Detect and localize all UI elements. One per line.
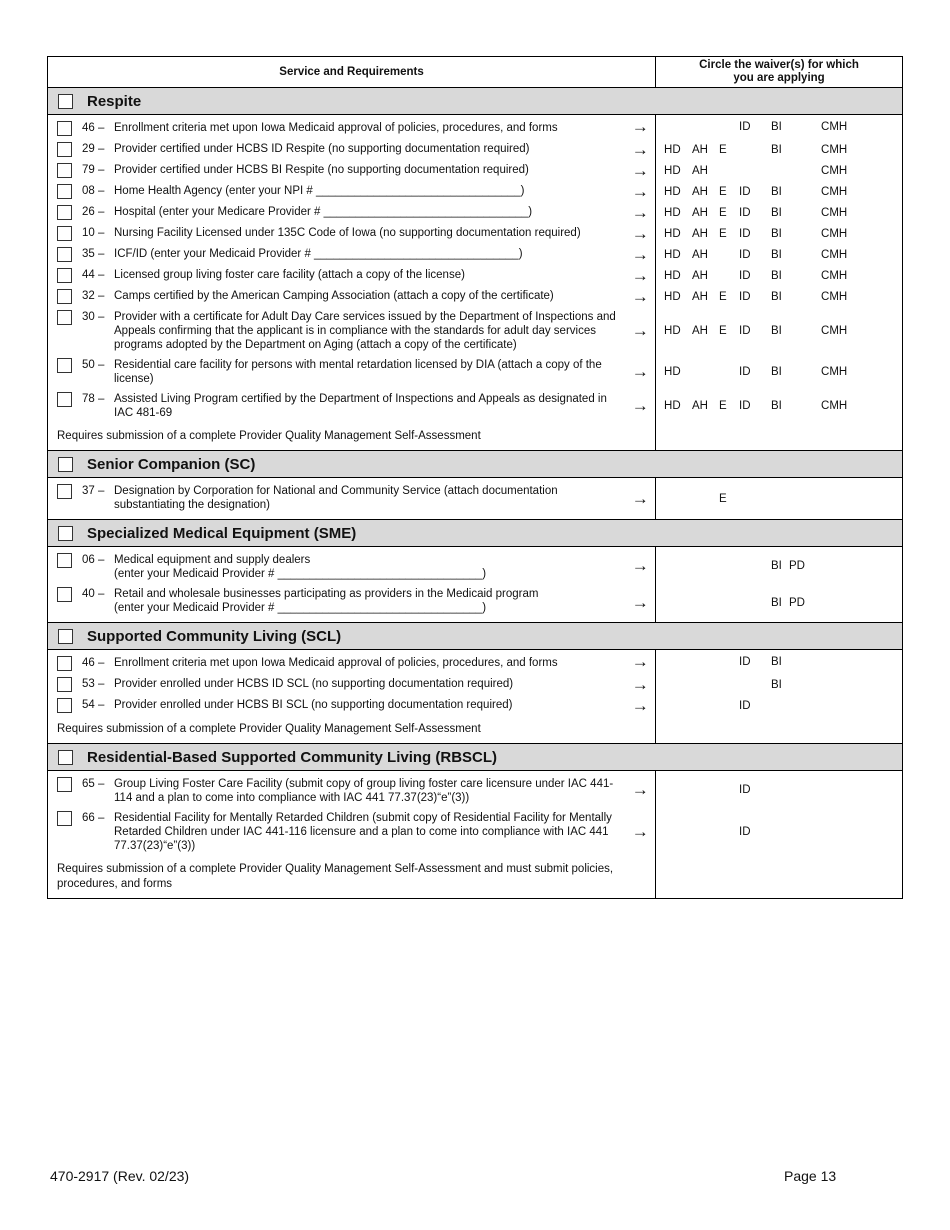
service-row	[48, 160, 903, 181]
section-title: Residential-Based Supported Community Living (RBSCL)	[87, 748, 498, 766]
waiver-hd[interactable]	[664, 700, 692, 712]
waiver-id[interactable]: ID	[739, 248, 751, 261]
service-row	[48, 695, 903, 716]
service-row	[48, 307, 903, 355]
waiver-hd[interactable]	[664, 679, 692, 691]
service-checkbox[interactable]	[57, 698, 72, 713]
waiver-hd[interactable]: HD	[664, 206, 681, 219]
service-code: 46 –	[82, 122, 105, 134]
waiver-id[interactable]	[739, 144, 771, 156]
waiver-cmh[interactable]	[821, 597, 861, 609]
waiver-ah[interactable]	[692, 700, 719, 712]
service-checkbox[interactable]	[57, 121, 72, 136]
waiver-ah[interactable]	[692, 826, 719, 838]
waiver-id[interactable]	[739, 597, 771, 609]
waiver-id[interactable]	[739, 493, 771, 505]
requirement-note: Requires submission of a complete Provider Quality Management Self-Assessment	[48, 423, 656, 451]
waiver-bi[interactable]: BI	[771, 248, 782, 261]
service-description: Nursing Facility Licensed under 135C Code of Iowa (no supporting documentation required)	[114, 227, 581, 239]
service-code: 26 –	[82, 206, 105, 218]
waiver-bi[interactable]: BI	[771, 143, 782, 156]
requirement-note-row	[48, 423, 903, 451]
arrow-right-icon: →	[631, 286, 649, 306]
waiver-ah[interactable]: AH	[692, 400, 708, 412]
waiver-ah[interactable]: AH	[692, 290, 708, 303]
waiver-ah[interactable]	[692, 597, 719, 609]
waiver-ah[interactable]: AH	[692, 269, 708, 282]
service-checkbox[interactable]	[57, 484, 72, 499]
service-row	[48, 115, 903, 140]
waiver-options	[656, 307, 903, 355]
service-description: Licensed group living foster care facility (attach a copy of the license)	[114, 269, 465, 281]
service-description: ICF/ID (enter your Medicaid Provider # ________________________________)	[114, 248, 523, 260]
service-description: Retail and wholesale businesses participating as providers in the Medicaid program (enter your Medicaid Provider # ________________________________)	[114, 588, 539, 614]
section-title: Respite	[87, 92, 142, 110]
waiver-cmh[interactable]: CMH	[821, 143, 848, 156]
waiver-e[interactable]: E	[719, 325, 727, 337]
service-description: Provider enrolled under HCBS BI SCL (no supporting documentation required)	[114, 699, 513, 711]
service-row	[48, 650, 903, 675]
waiver-cmh[interactable]: CMH	[821, 290, 848, 303]
waiver-e[interactable]: E	[719, 206, 727, 219]
service-description: Camps certified by the American Camping Association (attach a copy of the certificate)	[114, 290, 554, 302]
waiver-bi[interactable]: BI	[771, 597, 782, 609]
service-code: 10 –	[82, 227, 105, 239]
service-row	[48, 547, 903, 585]
service-code: 78 –	[82, 393, 105, 405]
waiver-bi[interactable]: BI	[771, 290, 782, 303]
arrow-right-icon: →	[631, 652, 649, 671]
waiver-cmh[interactable]: CMH	[821, 366, 848, 378]
services-table	[47, 56, 903, 899]
service-code: 53 –	[82, 678, 105, 690]
service-code: 44 –	[82, 269, 105, 281]
waiver-e[interactable]: E	[719, 400, 727, 412]
waiver-hd[interactable]: HD	[664, 269, 681, 282]
waiver-cmh[interactable]: CMH	[821, 206, 848, 219]
waiver-bi[interactable]: BI	[771, 121, 782, 133]
service-description: Provider with a certificate for Adult Day Care services issued by the Department of Inspections and Appeals confirming that the applicant is in compliance with the standards for adult day services programs adopted by the Department on Aging (attach a copy of the certificate)	[114, 311, 616, 351]
form-number: 470-2917 (Rev. 02/23)	[50, 1168, 190, 1184]
waiver-id[interactable]: ID	[739, 121, 751, 133]
service-row	[48, 771, 903, 809]
service-code: 79 –	[82, 164, 105, 176]
waiver-cmh[interactable]	[821, 679, 861, 691]
service-checkbox[interactable]	[57, 587, 72, 602]
waiver-options	[656, 181, 903, 202]
waiver-options	[656, 547, 903, 585]
section-title: Supported Community Living (SCL)	[87, 627, 342, 645]
waiver-e[interactable]: E	[719, 143, 727, 156]
waiver-cmh[interactable]: CMH	[821, 227, 848, 240]
service-description: Enrollment criteria met upon Iowa Medicaid approval of policies, procedures, and forms	[114, 657, 558, 669]
waiver-ah[interactable]	[692, 560, 719, 572]
waiver-cmh[interactable]: CMH	[821, 185, 848, 198]
arrow-right-icon: →	[631, 396, 649, 415]
waiver-e[interactable]	[719, 560, 739, 572]
service-row	[48, 139, 903, 160]
service-row	[48, 223, 903, 244]
service-code: 37 –	[82, 485, 105, 497]
waiver-id[interactable]: ID	[739, 400, 751, 412]
section-checkbox-sc[interactable]	[58, 457, 73, 472]
requirement-note: Requires submission of a complete Provider Quality Management Self-Assessment	[48, 716, 656, 744]
waiver-bi[interactable]: BI	[771, 227, 782, 240]
waiver-ah[interactable]	[692, 366, 719, 378]
section-header-sme	[48, 520, 903, 547]
section-header-rbscl	[48, 744, 903, 771]
arrow-right-icon: →	[631, 160, 649, 180]
service-checkbox[interactable]	[57, 677, 72, 692]
waiver-hd[interactable]	[664, 656, 692, 668]
service-checkbox[interactable]	[57, 358, 72, 373]
waiver-bi[interactable]: BI	[771, 269, 782, 282]
arrow-right-icon: →	[631, 555, 649, 575]
waiver-hd[interactable]: HD	[664, 366, 681, 378]
service-checkbox[interactable]	[57, 163, 72, 178]
waiver-options	[656, 202, 903, 223]
waiver-cmh[interactable]: CMH	[821, 121, 848, 133]
waiver-options	[656, 695, 903, 716]
service-checkbox[interactable]	[57, 142, 72, 157]
provider-number-line: (enter your Medicaid Provider # ________________________________)	[114, 602, 487, 614]
waiver-id[interactable]: ID	[739, 826, 751, 838]
waiver-options	[656, 265, 903, 286]
waiver-ah[interactable]: AH	[692, 325, 708, 337]
service-description: Hospital (enter your Medicare Provider # ________________________________)	[114, 206, 533, 218]
service-code: 40 –	[82, 588, 105, 600]
service-description: Provider enrolled under HCBS ID SCL (no supporting documentation required)	[114, 678, 514, 690]
waiver-hd[interactable]	[664, 826, 692, 838]
waiver-bi[interactable]	[771, 165, 821, 177]
waiver-hd[interactable]: HD	[664, 325, 681, 337]
waiver-hd[interactable]	[664, 493, 692, 505]
waiver-bi[interactable]	[771, 826, 821, 838]
waiver-bi[interactable]: BI	[771, 656, 782, 668]
service-checkbox[interactable]	[57, 392, 72, 407]
service-code: 08 –	[82, 185, 105, 197]
waiver-id[interactable]: ID	[739, 269, 751, 282]
arrow-right-icon: →	[626, 584, 656, 623]
waiver-ah[interactable]: AH	[692, 206, 708, 219]
service-code: 66 –	[82, 812, 105, 824]
waiver-ah[interactable]: AH	[692, 143, 708, 156]
waiver-hd[interactable]: HD	[664, 185, 681, 198]
waiver-cmh[interactable]	[821, 493, 861, 505]
service-code: 50 –	[82, 359, 105, 371]
arrow-right-icon: →	[631, 779, 649, 799]
waiver-id[interactable]: ID	[739, 227, 751, 240]
requirement-note: Requires submission of a complete Provider Quality Management Self-Assessment and must submit policies, procedures, and forms	[48, 856, 656, 899]
service-row	[48, 181, 903, 202]
waiver-bi[interactable]: BI	[771, 206, 782, 219]
waiver-ah[interactable]: AH	[692, 227, 708, 240]
service-code: 46 –	[82, 657, 105, 669]
waiver-options	[656, 389, 903, 423]
waiver-options	[656, 674, 903, 695]
waiver-cmh[interactable]	[821, 826, 861, 838]
service-description: Assisted Living Program certified by the Department of Inspections and Appeals as designated in IAC 481-69	[114, 393, 607, 419]
waiver-ah[interactable]	[692, 656, 719, 668]
waiver-ah[interactable]	[692, 121, 719, 133]
waiver-ah[interactable]	[692, 784, 719, 796]
service-code: 32 –	[82, 290, 105, 302]
waiver-id[interactable]: ID	[739, 325, 751, 337]
waiver-options	[656, 160, 903, 181]
waiver-e[interactable]	[719, 165, 739, 177]
waiver-options	[656, 244, 903, 265]
service-code: 06 –	[82, 554, 105, 566]
waiver-bi[interactable]: BI	[771, 678, 782, 691]
waiver-hd[interactable]	[664, 121, 692, 133]
waiver-hd[interactable]: HD	[664, 143, 681, 156]
service-checkbox[interactable]	[57, 777, 72, 792]
waiver-e[interactable]: E	[719, 185, 727, 198]
service-checkbox[interactable]	[57, 553, 72, 568]
service-row	[48, 808, 903, 856]
waiver-e[interactable]	[719, 656, 739, 668]
waiver-cmh[interactable]: CMH	[821, 248, 848, 261]
section-header-respite	[48, 88, 903, 115]
waiver-e[interactable]	[719, 700, 739, 712]
provider-number-line: (enter your Medicaid Provider # ________________________________)	[114, 568, 487, 580]
service-checkbox[interactable]	[57, 268, 72, 283]
section-title: Specialized Medical Equipment (SME)	[87, 524, 357, 542]
service-description: Provider certified under HCBS BI Respite (no supporting documentation required)	[114, 164, 529, 176]
waiver-bi[interactable]	[771, 700, 821, 712]
waiver-options	[656, 771, 903, 809]
waiver-id[interactable]	[739, 560, 771, 572]
waiver-hd[interactable]	[664, 560, 692, 572]
waiver-e[interactable]: E	[719, 492, 727, 505]
waiver-e[interactable]	[719, 121, 739, 133]
waiver-id[interactable]: ID	[739, 656, 751, 668]
arrow-right-icon: →	[631, 117, 649, 136]
service-row	[48, 286, 903, 307]
service-checkbox[interactable]	[57, 656, 72, 671]
section-checkbox-respite[interactable]	[58, 94, 73, 109]
waiver-cmh[interactable]: CMH	[821, 325, 848, 337]
service-description: Residential Facility for Mentally Retarded Children (submit copy of Residential Facility for Mentally Retarded Children under IAC 441-116 licensure and a plan to come into compliance with IAC 441 77.37(23)“e”(3))	[114, 812, 612, 852]
waiver-e[interactable]: E	[719, 290, 727, 303]
waiver-bi[interactable]	[771, 784, 821, 796]
service-description: Provider certified under HCBS ID Respite (no supporting documentation required)	[114, 143, 530, 155]
waiver-e[interactable]	[719, 826, 739, 838]
service-row	[48, 202, 903, 223]
waiver-hd[interactable]	[664, 784, 692, 796]
service-checkbox[interactable]	[57, 247, 72, 262]
waiver-options	[656, 355, 903, 389]
waiver-ah[interactable]: AH	[692, 185, 708, 198]
service-description: Residential care facility for persons with mental retardation licensed by DIA (attach a copy of the license)	[114, 359, 602, 385]
waiver-cmh[interactable]: CMH	[821, 164, 848, 177]
service-description: Medical equipment and supply dealers (enter your Medicaid Provider # ________________________________)	[114, 554, 487, 580]
waiver-id[interactable]: ID	[739, 185, 751, 198]
waiver-id[interactable]: ID	[739, 290, 751, 303]
waiver-options	[656, 478, 903, 520]
waiver-id[interactable]: ID	[739, 699, 751, 712]
waiver-hd[interactable]: HD	[664, 400, 681, 412]
arrow-right-icon: →	[631, 202, 649, 222]
service-description: Group Living Foster Care Facility (submit copy of group living foster care licensure under IAC 441-114 and a plan to come into compliance with IAC 441 77.37(23)“e”(3))	[114, 778, 614, 804]
service-code: 54 –	[82, 699, 105, 711]
waiver-options	[656, 808, 903, 856]
waiver-id[interactable]: ID	[739, 206, 751, 219]
waiver-e[interactable]	[719, 366, 739, 378]
arrow-right-icon: →	[631, 695, 649, 715]
section-checkbox-rbscl[interactable]	[58, 750, 73, 765]
waiver-id[interactable]	[739, 165, 771, 177]
waiver-ah[interactable]	[692, 493, 719, 505]
requirement-note-row	[48, 716, 903, 744]
waiver-e[interactable]	[719, 784, 739, 796]
waiver-bi[interactable]: BI	[771, 325, 782, 337]
waiver-pd[interactable]: PD	[789, 559, 805, 572]
waiver-options	[656, 650, 903, 675]
waiver-cmh[interactable]: CMH	[821, 269, 848, 282]
service-row	[48, 244, 903, 265]
arrow-right-icon: →	[631, 265, 649, 285]
waiver-hd[interactable]: HD	[664, 227, 681, 240]
waiver-column-header: Circle the waiver(s) for which you are applying	[656, 57, 903, 88]
section-header-scl	[48, 623, 903, 650]
waiver-hd[interactable]: HD	[664, 290, 681, 303]
waiver-options	[656, 584, 903, 623]
waiver-bi[interactable]	[771, 493, 821, 505]
service-requirements-header: Service and Requirements	[48, 57, 656, 88]
service-checkbox[interactable]	[57, 310, 72, 325]
arrow-right-icon: →	[631, 139, 649, 159]
service-row	[48, 265, 903, 286]
waiver-bi[interactable]: BI	[771, 559, 782, 572]
waiver-options	[656, 223, 903, 244]
service-row	[48, 389, 903, 423]
waiver-ah[interactable]: AH	[692, 164, 708, 177]
page-number: Page 13	[784, 1168, 837, 1184]
arrow-right-icon: →	[631, 674, 649, 694]
service-checkbox[interactable]	[57, 205, 72, 220]
service-description: Home Health Agency (enter your NPI # ________________________________)	[114, 185, 525, 197]
service-checkbox[interactable]	[57, 226, 72, 241]
arrow-right-icon: →	[631, 321, 649, 340]
waiver-bi[interactable]: BI	[771, 400, 782, 412]
service-row	[48, 478, 903, 520]
service-row	[48, 584, 903, 623]
arrow-right-icon: →	[631, 181, 649, 201]
waiver-options	[656, 139, 903, 160]
section-checkbox-sme[interactable]	[58, 526, 73, 541]
service-description: Designation by Corporation for National and Community Service (attach documentation substantiating the designation)	[114, 485, 558, 511]
service-row	[48, 355, 903, 389]
arrow-right-icon: →	[626, 478, 656, 520]
waiver-hd[interactable]: HD	[664, 248, 681, 261]
waiver-cmh[interactable]: CMH	[821, 400, 848, 412]
waiver-pd[interactable]: PD	[789, 597, 805, 609]
service-requirements-form	[47, 56, 902, 899]
waiver-ah[interactable]	[692, 679, 719, 691]
waiver-cmh[interactable]	[821, 784, 861, 796]
section-checkbox-scl[interactable]	[58, 629, 73, 644]
arrow-right-icon: →	[631, 822, 649, 841]
waiver-cmh[interactable]	[821, 656, 861, 668]
service-checkbox[interactable]	[57, 811, 72, 826]
waiver-hd[interactable]: HD	[664, 164, 681, 177]
waiver-hd[interactable]	[664, 597, 692, 609]
waiver-id[interactable]: ID	[739, 783, 751, 796]
requirement-note-row	[48, 856, 903, 899]
waiver-e[interactable]	[719, 597, 739, 609]
waiver-bi[interactable]: BI	[771, 185, 782, 198]
waiver-e[interactable]	[719, 679, 739, 691]
waiver-bi[interactable]: BI	[771, 366, 782, 378]
service-code: 35 –	[82, 248, 105, 260]
service-description: Enrollment criteria met upon Iowa Medicaid approval of policies, procedures, and forms	[114, 122, 558, 134]
waiver-ah[interactable]: AH	[692, 248, 708, 261]
service-row	[48, 674, 903, 695]
arrow-right-icon: →	[631, 223, 649, 243]
section-header-sc	[48, 451, 903, 478]
arrow-right-icon: →	[631, 362, 649, 381]
section-title: Senior Companion (SC)	[87, 455, 256, 473]
waiver-e[interactable]	[719, 249, 739, 261]
waiver-options	[656, 286, 903, 307]
service-code: 29 –	[82, 143, 105, 155]
service-checkbox[interactable]	[57, 289, 72, 304]
waiver-options	[656, 115, 903, 140]
waiver-id[interactable]: ID	[739, 366, 751, 378]
waiver-cmh[interactable]	[821, 560, 861, 572]
arrow-right-icon: →	[631, 244, 649, 264]
service-code: 65 –	[82, 778, 105, 790]
waiver-e[interactable]	[719, 270, 739, 282]
waiver-cmh[interactable]	[821, 700, 861, 712]
waiver-id[interactable]	[739, 679, 771, 691]
service-checkbox[interactable]	[57, 184, 72, 199]
service-code: 30 –	[82, 311, 105, 323]
waiver-e[interactable]: E	[719, 227, 727, 240]
